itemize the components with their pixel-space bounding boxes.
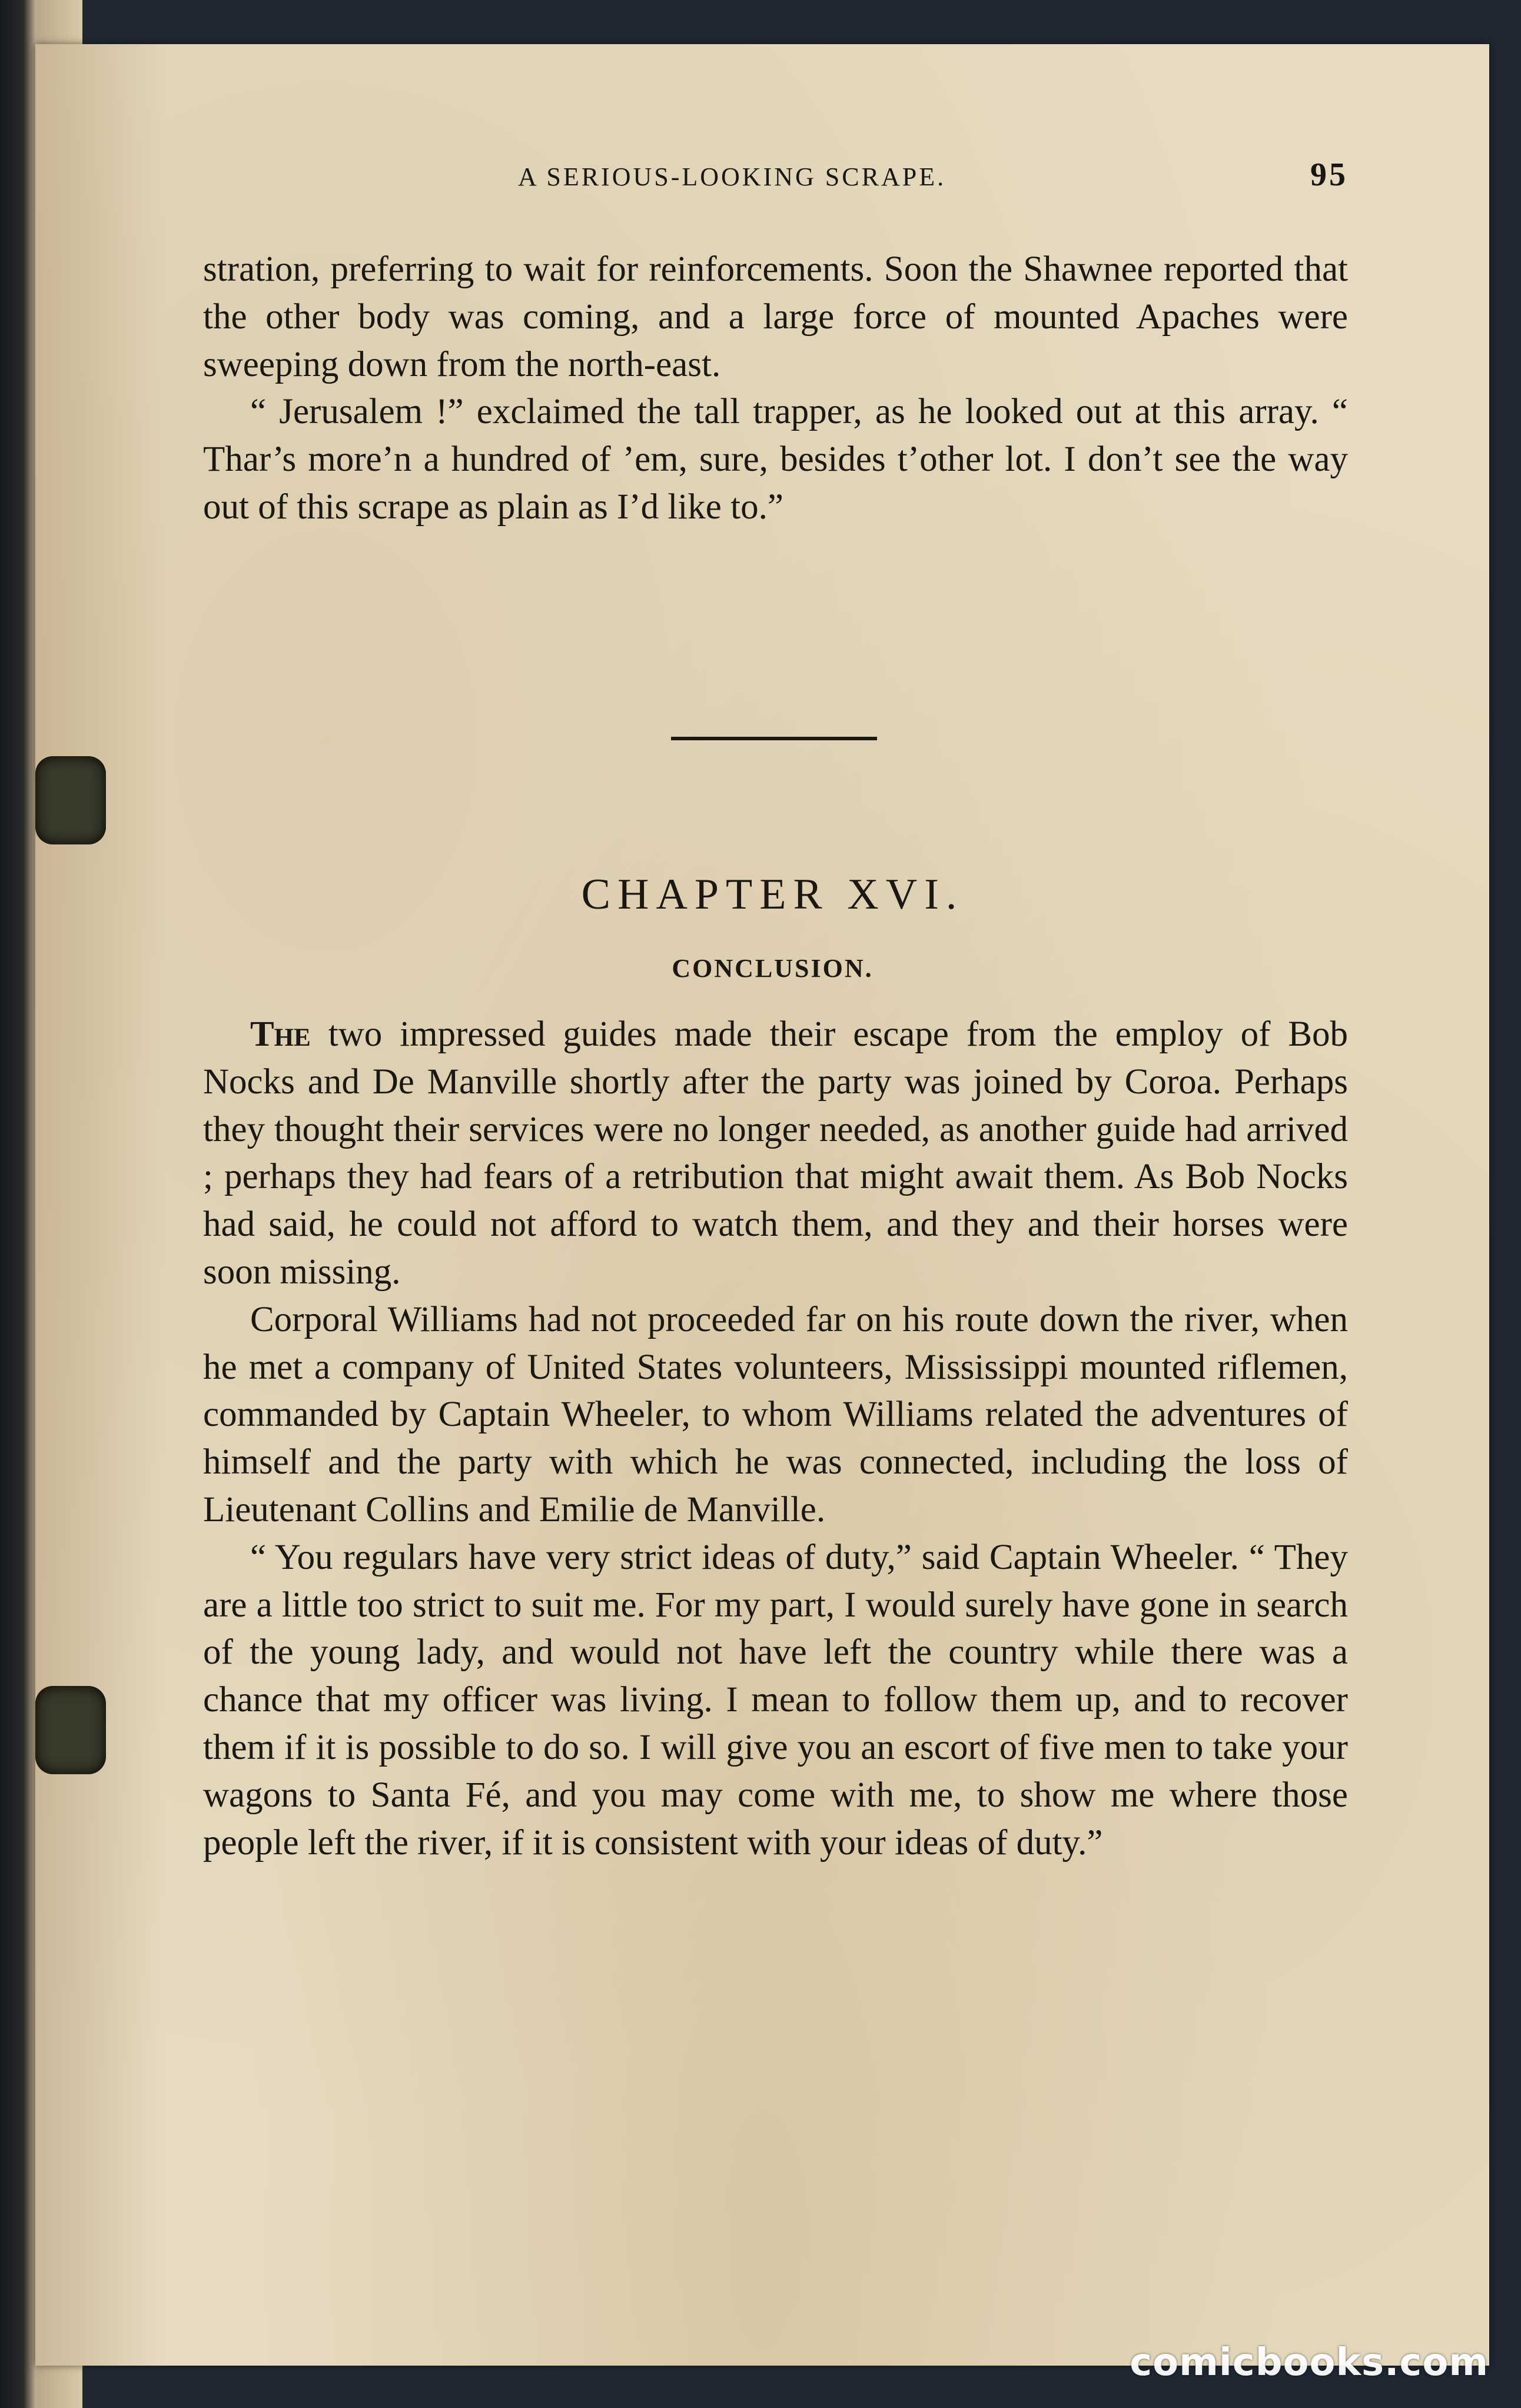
paragraph: “ You regulars have very strict ideas of duty,” said Captain Wheeler. “ They are a little too strict to suit me. For my part, I would surely have gone in search of the young lady, and would not have left the country while there was a chance that my officer was living. I mean to follow them up, and to recover them if it is possible to do so. I will give you an escort of five men to take your wagons to Santa Fé, and you may come with me, to show me where those people left the river, if it is consistent with your ideas of duty.” <box>203 1537 1348 1862</box>
watermark-logo: comicbooks.com <box>1130 2341 1489 2384</box>
section-divider <box>671 737 877 740</box>
page-header <box>200 156 1348 203</box>
previous-chapter-text <box>203 246 1348 531</box>
paragraph <box>203 1011 1348 1296</box>
chapter-subtitle: CONCLUSION. <box>672 954 874 983</box>
drop-lead: The <box>250 1015 311 1054</box>
paragraph-text: two impressed guides made their escape from the employ of Bob Nocks and De Manville shortly after the party was joined by Coroa. Perhaps they thought their services were no longer needed, as another guide had arrived ; perhaps they had fears of a retribution that might await them. As Bob Nocks had said, he could not afford to watch them, and they and their horses were soon missing. <box>203 1015 1348 1292</box>
paragraph: stration, preferring to wait for reinforcements. Soon the Shawnee reported that the other body was coming, and a large force of mounted Apaches were sweeping down from the north-east. <box>203 250 1348 384</box>
chapter-title: CHAPTER XVI. <box>581 870 964 919</box>
binding-hole-upper <box>35 756 106 844</box>
chapter-body <box>203 1011 1348 1867</box>
running-title: A SERIOUS-LOOKING SCRAPE. <box>518 162 947 191</box>
paragraph: “ Jerusalem !” exclaimed the tall trapper, as he looked out at this array. “ Thar’s more’n a hundred of ’em, sure, besides t’other lot. I don’t see the way out of this scrape as plain as I’d like to.” <box>203 392 1348 527</box>
paragraph: Corporal Williams had not proceeded far on his route down the river, when he met a company of United States volunteers, Mississippi mounted riflemen, commanded by Captain Wheeler, to whom Williams related the adventures of himself and the party with which he was connected, including the loss of Lieutenant Collins and Emilie de Manville. <box>203 1299 1348 1529</box>
binding-hole-lower <box>35 1686 106 1774</box>
page-number: 95 <box>1310 157 1348 193</box>
